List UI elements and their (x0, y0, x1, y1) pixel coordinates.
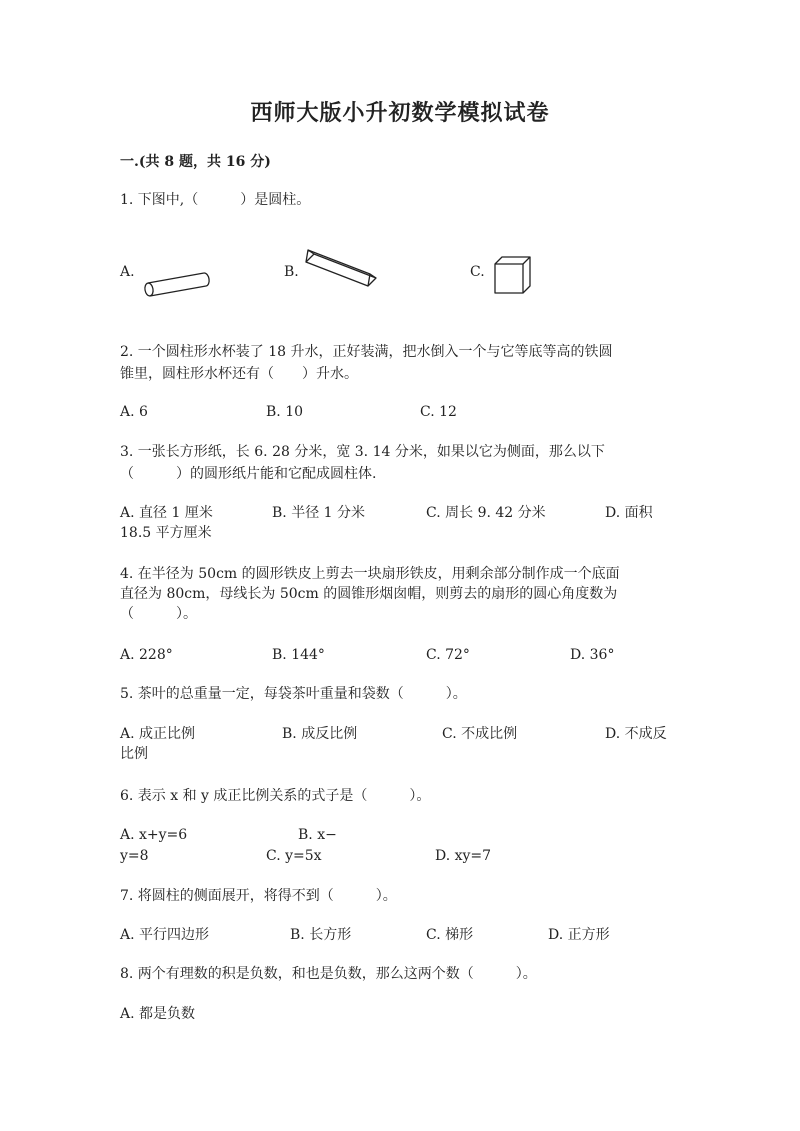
question-4-option-d: D. 36° (570, 647, 615, 663)
question-6-option-c: C. y=5x (266, 848, 322, 864)
question-5-option-b: B. 成反比例 (282, 726, 358, 742)
question-3-option-b: B. 半径 1 分米 (272, 505, 365, 521)
question-1-option-c-label: C. (470, 264, 485, 280)
question-6-option-b-continuation: y=8 (120, 848, 149, 864)
question-4-line-2: 直径为 80cm，母线长为 50cm 的圆锥形烟囱帽，则剪去的扇形的圆心角度数为 (120, 586, 618, 602)
question-5-option-a: A. 成正比例 (120, 726, 196, 742)
triangular-prism-figure (300, 246, 384, 294)
question-1-option-b-label: B. (284, 264, 299, 280)
question-3-option-d-continuation: 18.5 平方厘米 (120, 525, 212, 541)
question-2-line-1: 2. 一个圆柱形水杯装了 18 升水，正好装满，把水倒入一个与它等底等高的铁圆 (120, 344, 613, 360)
question-2-line-2: 锥里，圆柱形水杯还有（ ）升水。 (120, 366, 358, 382)
question-6-option-a: A. x+y=6 (120, 827, 188, 843)
question-3-option-a: A. 直径 1 厘米 (120, 505, 213, 521)
question-7-option-a: A. 平行四边形 (120, 927, 210, 943)
question-7-option-b: B. 长方形 (290, 927, 352, 943)
question-4-option-a: A. 228° (120, 647, 173, 663)
question-6-text: 6. 表示 x 和 y 成正比例关系的式子是（ ）。 (120, 788, 431, 804)
question-3-option-c: C. 周长 9. 42 分米 (426, 505, 546, 521)
question-1-text: 1. 下图中,（ ）是圆柱。 (120, 192, 311, 208)
page-title: 西师大版小升初数学模拟试卷 (250, 100, 550, 126)
question-5-option-c: C. 不成比例 (442, 726, 518, 742)
question-2-option-b: B. 10 (266, 404, 304, 420)
question-6-option-b: B. x− (298, 827, 337, 843)
question-7-text: 7. 将圆柱的侧面展开，将得不到（ ）。 (120, 888, 397, 904)
question-1-option-a-label: A. (120, 264, 135, 280)
question-8-text: 8. 两个有理数的积是负数，和也是负数，那么这两个数（ ）。 (120, 966, 537, 982)
question-4-option-b: B. 144° (272, 647, 325, 663)
question-6-option-d: D. xy=7 (435, 848, 492, 864)
question-3-line-1: 3. 一张长方形纸，长 6. 28 分米，宽 3. 14 分米，如果以它为侧面，那么以下 (120, 444, 605, 460)
question-7-option-c: C. 梯形 (426, 927, 474, 943)
question-3-option-d: D. 面积 (605, 505, 653, 521)
question-5-option-d: D. 不成反 (605, 726, 667, 742)
question-5-text: 5. 茶叶的总重量一定，每袋茶叶重量和袋数（ ）。 (120, 686, 467, 702)
question-5-option-d-continuation: 比例 (120, 746, 148, 762)
question-4-line-3: （ ）。 (120, 606, 197, 622)
cube-figure (492, 254, 534, 296)
question-4-option-c: C. 72° (426, 647, 470, 663)
question-3-line-2: （ ）的圆形纸片能和它配成圆柱体. (120, 466, 377, 482)
cylinder-rod-figure (140, 268, 212, 300)
question-2-option-a: A. 6 (120, 404, 148, 420)
question-4-line-1: 4. 在半径为 50cm 的圆形铁皮上剪去一块扇形铁皮，用剩余部分制作成一个底面 (120, 566, 620, 582)
question-7-option-d: D. 正方形 (548, 927, 610, 943)
section-heading: 一.(共 8 题，共 16 分) (120, 154, 271, 170)
question-8-option-a: A. 都是负数 (120, 1006, 196, 1022)
question-2-option-c: C. 12 (420, 404, 457, 420)
